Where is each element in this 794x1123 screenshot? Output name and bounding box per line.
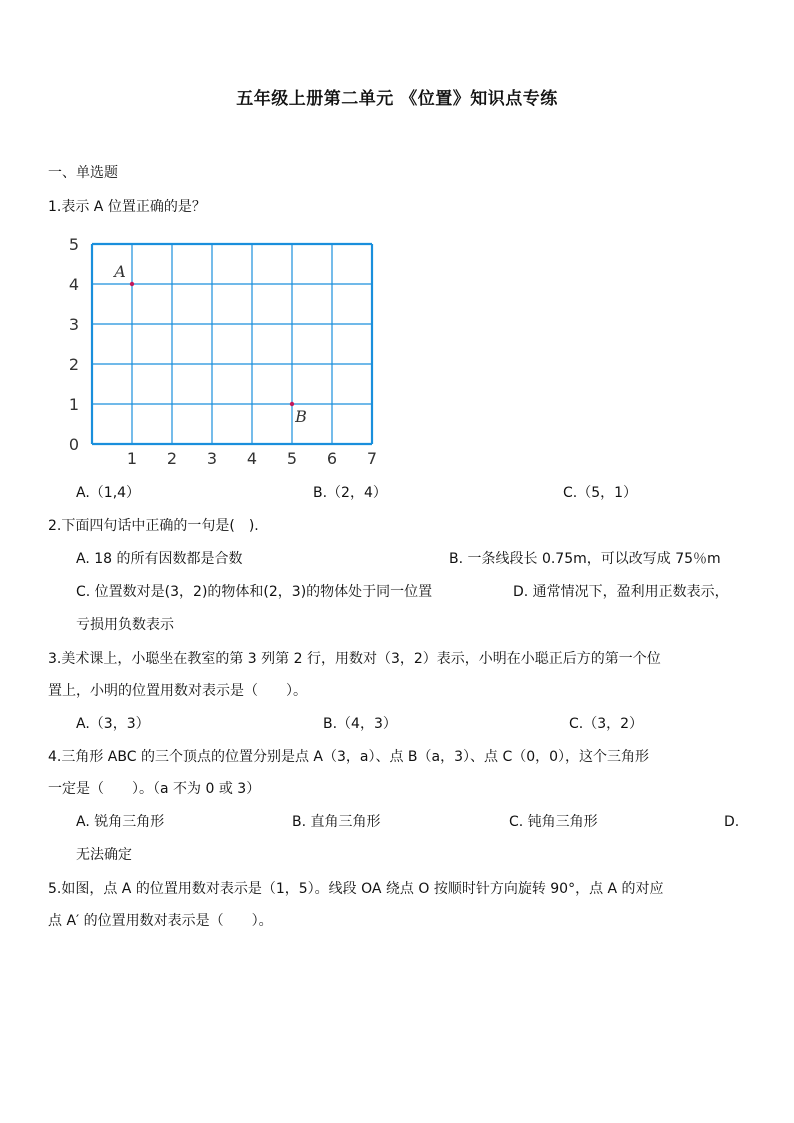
y-tick-label: 5 — [68, 235, 80, 254]
grid-lines — [92, 244, 372, 444]
question-5-stem-line1: 5.如图，点 A 的位置用数对表示是（1，5）。线段 OA 绕点 O 按顺时针方向旋转 90°，点 A 的对应 — [48, 881, 664, 897]
question-4-stem-line1: 4.三角形 ABC 的三个顶点的位置分别是点 A（3，a）、点 B（a，3）、点 C（0，0），这个三角形 — [48, 749, 650, 765]
y-tick-label: 2 — [68, 355, 80, 374]
q4-option-a[interactable]: A. 锐角三角形 — [76, 814, 165, 830]
grid-point-label: A — [114, 262, 126, 281]
q2-option-b[interactable]: B. 一条线段长 0.75m，可以改写成 75％m — [449, 551, 721, 567]
q3-option-a[interactable]: A.（3，3） — [76, 716, 150, 732]
question-1-stem: 1.表示 A 位置正确的是？ — [48, 199, 206, 215]
y-tick-label: 1 — [68, 395, 80, 414]
grid-point — [290, 402, 294, 406]
coordinate-grid — [62, 234, 382, 474]
q1-option-b[interactable]: B.（2，4） — [313, 485, 387, 501]
page-title: 五年级上册第二单元 《位置》知识点专练 — [236, 89, 558, 109]
grid-points — [112, 262, 307, 426]
x-tick-label: 5 — [286, 449, 298, 468]
q1-option-a[interactable]: A.（1,4） — [76, 485, 141, 501]
question-3-stem-line2: 置上，小明的位置用数对表示是（ ）。 — [48, 683, 307, 699]
q4-option-c[interactable]: C. 钝角三角形 — [509, 814, 598, 830]
q2-option-d[interactable]: D. 通常情况下，盈利用正数表示， — [513, 584, 729, 600]
question-5-stem-line2: 点 A′ 的位置用数对表示是（ ）。 — [48, 913, 273, 929]
q3-option-b[interactable]: B.（4，3） — [323, 716, 397, 732]
y-tick-label: 0 — [68, 435, 80, 454]
q4-option-d-continued: 无法确定 — [76, 847, 132, 863]
x-tick-label: 3 — [206, 449, 218, 468]
q1-option-c[interactable]: C.（5，1） — [563, 485, 638, 501]
q2-option-a[interactable]: A. 18 的所有因数都是合数 — [76, 551, 243, 567]
y-tick-label: 4 — [68, 275, 80, 294]
question-3-stem-line1: 3.美术课上，小聪坐在教室的第 3 列第 2 行，用数对（3，2）表示，小明在小聪正后方的第一个位 — [48, 651, 661, 667]
x-tick-label: 7 — [366, 449, 378, 468]
q3-option-c[interactable]: C.（3，2） — [569, 716, 644, 732]
q2-option-d-continued: 亏损用负数表示 — [76, 617, 174, 633]
x-tick-labels — [127, 449, 377, 468]
x-tick-label: 4 — [246, 449, 258, 468]
grid-point — [130, 282, 134, 286]
grid-point-label: B — [295, 407, 307, 426]
q2-option-c[interactable]: C. 位置数对是(3，2)的物体和(2，3)的物体处于同一位置 — [76, 584, 433, 600]
section-heading: 一、单选题 — [48, 165, 118, 181]
question-4-stem-line2: 一定是（ ）。（a 不为 0 或 3） — [48, 781, 261, 797]
x-tick-label: 6 — [326, 449, 338, 468]
x-tick-label: 1 — [126, 449, 138, 468]
question-2-stem: 2.下面四句话中正确的一句是( ). — [48, 518, 259, 534]
q4-option-b[interactable]: B. 直角三角形 — [292, 814, 381, 830]
x-tick-label: 2 — [166, 449, 178, 468]
q4-option-d[interactable]: D. — [724, 814, 740, 830]
y-tick-label: 3 — [68, 315, 80, 334]
y-tick-labels — [69, 235, 79, 454]
